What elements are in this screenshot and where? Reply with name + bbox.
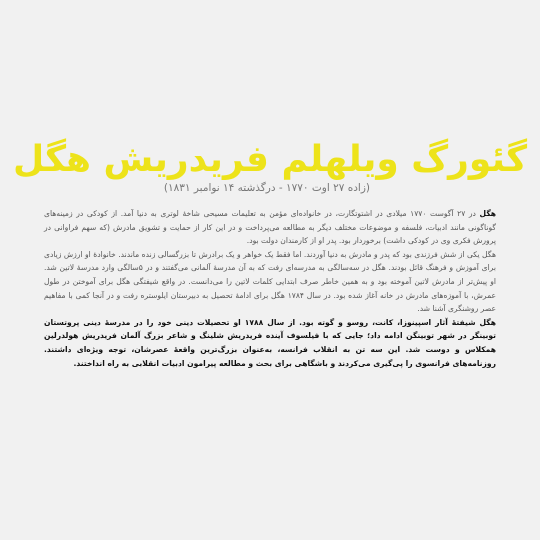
paragraph-1-lead: هگل: [479, 209, 497, 218]
paragraph-2-text: هگل یکی از شش فرزندی بود که پدر و مادرش به دنیا آوردند. اما فقط یک خواهر و یک برادرش تا بزرگسالی زنده ماندند. خانوادهٔ او ارزش زیادی برای آموزش و فرهنگ قائل بودند. هگل در سه‌سالگی به مدرسه‌ای رفت که به آن مدرسهٔ آلمانی می‌گفتند و در ۵سالگی وارد مدرسهٔ لاتین شد. او پیش‌تر از مادرش لاتین آموخته بود و به همین خاطر صرف ابتدایی کلمات لاتین را می‌دانست. در واقع شیفتگی هگل برای آموختن در طول عمرش، با آموزه‌های مادرش در خانه آغاز شده بود. در سال ۱۷۸۴ هگل برای ادامهٔ تحصیل به دبیرستان ایلوستره رفت و در آنجا کمی با مفاهیم عصر روشنگری آشنا شد.: [44, 249, 496, 314]
page-subtitle: (زاده ۲۷ اوت ۱۷۷۰ - درگذشته ۱۴ نوامبر ۱۸۳۱): [163, 182, 370, 194]
paragraph-1-text: در ۲۷ آگوست ۱۷۷۰ میلادی در اشتوتگارت، در خانواده‌ای مؤمن به تعلیمات مسیحی شاخهٔ لوتری به دنیا آمد. از کودکی در زمینه‌های گوناگونی مانند ادبیات، فلسفه و موضوعات مختلف دیگر به مطالعه می‌پرداخت و در این کار از حمایت و تشویق مادرش (که سهم فراوانی در پرورش فکری وی در کودکی داشت) برخوردار بود. پدر او از کارمندان دولت بود.: [44, 209, 496, 246]
paragraph-3: [44, 316, 496, 370]
paragraph-1: [44, 207, 496, 248]
article-body: [44, 207, 496, 370]
page-title: گئورگ ویلهلم فریدریش هگل: [12, 139, 528, 180]
paragraph-2: [44, 248, 496, 316]
paragraph-3-text: هگل شیفتهٔ آثار اسپینوزا، کانت، روسو و گوته بود. از سال ۱۷۸۸ او تحصیلات دینی خود را در مدرسهٔ دینی پروتستان توبینگر در شهر توبینگن ادامه داد؛ جایی که با فیلسوف آینده فریدریش شلینگ و شاعر بزرگ آلمان فریدریش هولدرلین همکلاس و دوست شد. این سه تن به انقلاب فرانسه، به‌عنوان بزرگ‌ترین واقعهٔ عصرشان، توجه ویژه‌ای داشتند. روزنامه‌های فرانسوی را پی‌گیری می‌کردند و باشگاهی برای بحث و مطالعه پیرامون ادبیات انقلابی به راه انداختند.: [44, 317, 496, 368]
